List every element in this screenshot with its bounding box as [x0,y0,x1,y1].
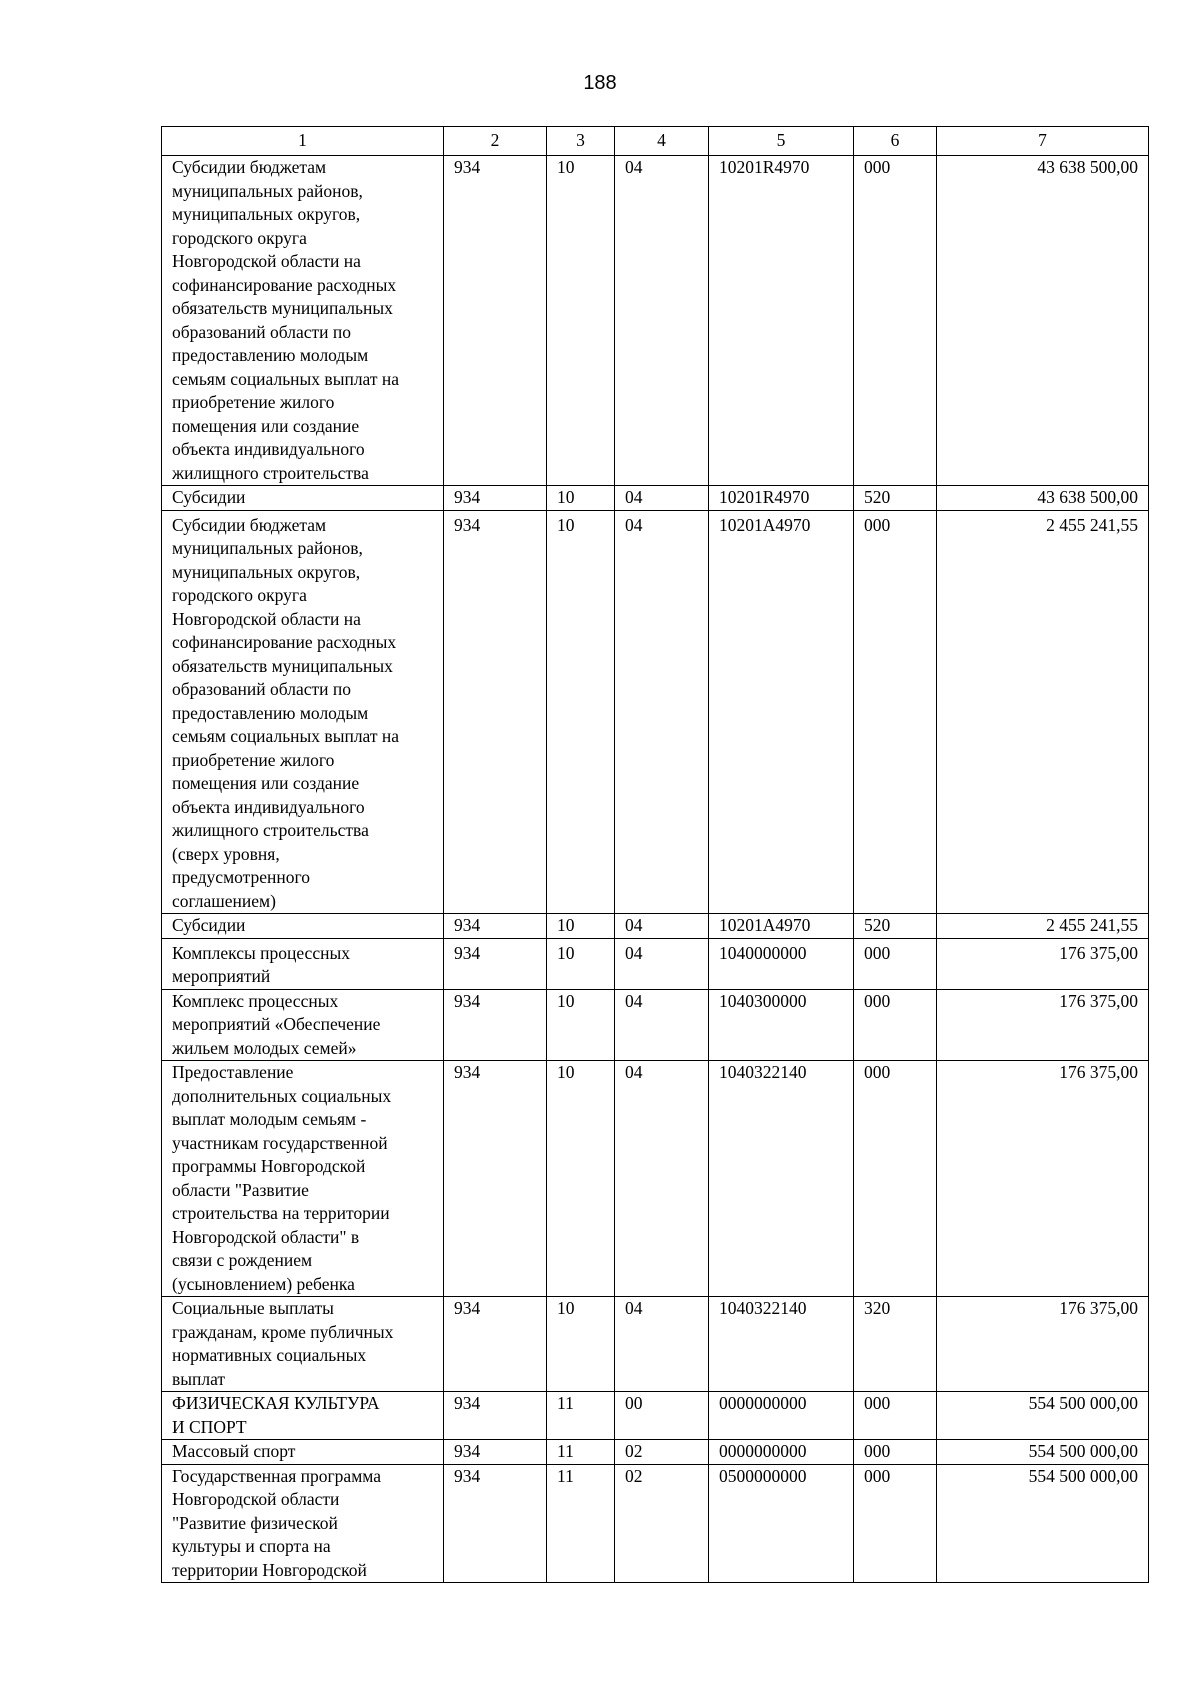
target-article-cell: 0000000000 [709,1440,854,1465]
column-header: 5 [709,127,854,156]
section-cell: 11 [547,1392,615,1440]
row-name-cell: Субсидии [162,486,444,511]
row-name-cell: Субсидии [162,914,444,939]
subsection-cell: 04 [615,914,709,939]
target-article-cell: 10201R4970 [709,486,854,511]
target-article-cell: 10201R4970 [709,156,854,486]
expense-type-cell: 000 [854,1061,937,1297]
amount-cell: 176 375,00 [937,938,1149,989]
expense-type-cell: 320 [854,1297,937,1392]
row-name-cell: ФИЗИЧЕСКАЯ КУЛЬТУРА И СПОРТ [162,1392,444,1440]
target-article-cell: 10201A4970 [709,510,854,914]
code-cell: 934 [444,510,547,914]
row-name-cell: Массовый спорт [162,1440,444,1465]
row-name-cell: Социальные выплаты гражданам, кроме публичных нормативных социальных выплат [162,1297,444,1392]
expense-type-cell: 000 [854,1392,937,1440]
table-row [162,1392,1149,1440]
table-row [162,1440,1149,1465]
table-row [162,1297,1149,1392]
column-header: 2 [444,127,547,156]
table-row [162,486,1149,511]
target-article-cell: 1040322140 [709,1297,854,1392]
expense-type-cell: 000 [854,1464,937,1583]
table-row [162,1061,1149,1297]
row-name-cell: Субсидии бюджетам муниципальных районов, муниципальных округов, городского округа Новгородской области на софинансирование расходных обязательств муниципальных образований области по предоставлению молодым семьям социальных выплат на приобретение жилого помещения или создание объекта индивидуального жилищного строительства [162,156,444,486]
expense-type-cell: 000 [854,989,937,1061]
section-cell: 10 [547,510,615,914]
table-row [162,914,1149,939]
code-cell: 934 [444,486,547,511]
subsection-cell: 04 [615,510,709,914]
expense-type-cell: 000 [854,1440,937,1465]
subsection-cell: 04 [615,938,709,989]
section-cell: 10 [547,914,615,939]
subsection-cell: 04 [615,1061,709,1297]
subsection-cell: 04 [615,486,709,511]
column-header: 4 [615,127,709,156]
section-cell: 10 [547,1297,615,1392]
row-name-cell: Государственная программа Новгородской области "Развитие физической культуры и спорта на территории Новгородской [162,1464,444,1583]
column-header: 3 [547,127,615,156]
section-cell: 11 [547,1464,615,1583]
section-cell: 10 [547,486,615,511]
table-row [162,510,1149,914]
subsection-cell: 02 [615,1440,709,1465]
code-cell: 934 [444,989,547,1061]
subsection-cell: 04 [615,1297,709,1392]
code-cell: 934 [444,1061,547,1297]
code-cell: 934 [444,938,547,989]
amount-cell: 2 455 241,55 [937,510,1149,914]
amount-cell: 176 375,00 [937,989,1149,1061]
amount-cell: 43 638 500,00 [937,156,1149,486]
expense-type-cell: 000 [854,510,937,914]
code-cell: 934 [444,1464,547,1583]
amount-cell: 176 375,00 [937,1297,1149,1392]
subsection-cell: 00 [615,1392,709,1440]
table-row [162,989,1149,1061]
code-cell: 934 [444,914,547,939]
subsection-cell: 04 [615,156,709,486]
target-article-cell: 10201A4970 [709,914,854,939]
code-cell: 934 [444,1392,547,1440]
subsection-cell: 02 [615,1464,709,1583]
section-cell: 10 [547,938,615,989]
expense-type-cell: 520 [854,486,937,511]
row-name-cell: Субсидии бюджетам муниципальных районов, муниципальных округов, городского округа Новгородской области на софинансирование расходных обязательств муниципальных образований области по предоставлению молодым семьям социальных выплат на приобретение жилого помещения или создание объекта индивидуального жилищного строительства (сверх уровня, предусмотренного соглашением) [162,510,444,914]
section-cell: 10 [547,156,615,486]
row-name-cell: Комплексы процессных мероприятий [162,938,444,989]
target-article-cell: 1040322140 [709,1061,854,1297]
table-row [162,1464,1149,1583]
column-header: 7 [937,127,1149,156]
expense-type-cell: 000 [854,156,937,486]
amount-cell: 2 455 241,55 [937,914,1149,939]
table-header-row [162,127,1149,156]
row-name-cell: Предоставление дополнительных социальных выплат молодым семьям - участникам государственной программы Новгородской области "Развитие строительства на территории Новгородской области" в связи с рождением (усыновлением) ребенка [162,1061,444,1297]
row-name-cell: Комплекс процессных мероприятий «Обеспечение жильем молодых семей» [162,989,444,1061]
amount-cell: 554 500 000,00 [937,1464,1149,1583]
section-cell: 10 [547,1061,615,1297]
table-row [162,156,1149,486]
budget-table [161,126,1149,1583]
target-article-cell: 1040000000 [709,938,854,989]
code-cell: 934 [444,1440,547,1465]
amount-cell: 43 638 500,00 [937,486,1149,511]
target-article-cell: 0500000000 [709,1464,854,1583]
amount-cell: 554 500 000,00 [937,1392,1149,1440]
expense-type-cell: 000 [854,938,937,989]
subsection-cell: 04 [615,989,709,1061]
table-row [162,938,1149,989]
target-article-cell: 1040300000 [709,989,854,1061]
code-cell: 934 [444,1297,547,1392]
amount-cell: 176 375,00 [937,1061,1149,1297]
column-header: 1 [162,127,444,156]
section-cell: 10 [547,989,615,1061]
target-article-cell: 0000000000 [709,1392,854,1440]
amount-cell: 554 500 000,00 [937,1440,1149,1465]
expense-type-cell: 520 [854,914,937,939]
table-body [162,156,1149,1583]
section-cell: 11 [547,1440,615,1465]
column-header: 6 [854,127,937,156]
page-number: 188 [583,72,617,94]
code-cell: 934 [444,156,547,486]
